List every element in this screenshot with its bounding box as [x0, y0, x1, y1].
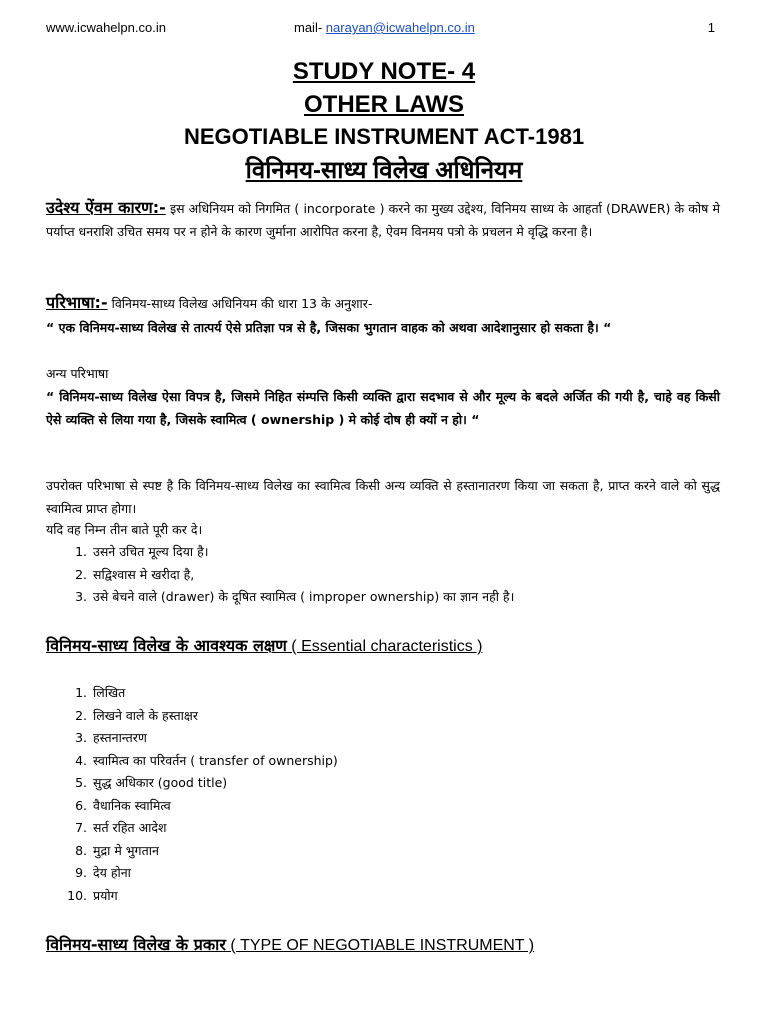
explanation-paragraph: उपरोक्त परिभाषा से स्पष्ट है कि विनिमय-साध्य विलेख का स्वामित्व किसी अन्य व्यक्ति से हस्तानातरण किया जा सकता है, प्राप्त करने वाले को सुद्ध स्वामित्व प्राप्त होगा।	[46, 478, 720, 516]
definition-heading: परिभाषा:-	[46, 293, 108, 312]
condition-list	[46, 541, 731, 609]
header-page-number: 1	[707, 20, 715, 35]
list-item: 6. वैधानिक स्वामित्व	[91, 795, 731, 818]
list-item: 3. हस्तनान्तरण	[91, 727, 731, 750]
objective-heading: उदेश्य ऐंवम कारण:-	[46, 198, 166, 217]
definition-intro-text: विनिमय-साध्य विलेख अधिनियम की धारा 13 के अनुशार-	[111, 296, 373, 311]
list-item: 1. उसने उचित मूल्य दिया है।	[91, 541, 731, 564]
list-item: 5. सुद्ध अधिकार (good title)	[91, 772, 731, 795]
condition-text: यदि वह निम्न तीन बाते पूरी कर दे।	[46, 522, 203, 537]
definition-intro	[46, 291, 720, 315]
list-item: 7. सर्त रहित आदेश	[91, 817, 731, 840]
list-item: 2. सद्विश्वास मे खरीदा है,	[91, 564, 731, 587]
header-mail	[294, 20, 475, 35]
list-item: 4. स्वामित्व का परिवर्तन ( transfer of ownership)	[91, 750, 731, 773]
objective-text: इस अधिनियम को निगमित ( incorporate ) करने का मुख्य उद्देश्य, विनिमय साध्य के आहर्ता (DRAWER) के कोष मे पर्याप्त धनराशि उचित समय पर न होने के कारण जुर्माना आरोपित करना है, ऐवम विनमय पत्रो के प्रचलन मे वृद्धि करना है।	[46, 201, 720, 239]
types-heading-hindi: विनिमय-साध्य विलेख के प्रकार	[46, 935, 226, 954]
characteristics-list	[46, 682, 731, 907]
definition-quote-2: “ विनिमय-साध्य विलेख ऐसा विपत्र है, जिसमे निहित संम्पत्ति किसी व्यक्ति द्वारा सदभाव से और मूल्य के बदले अर्जित की गयी है, चाहे वह किसी ऐसे व्यक्ति से लिया गया है, जिसके स्वामित्व ( ownership ) मे कोई दोष ही क्यों न हो। “	[46, 389, 720, 427]
list-item: 10. प्रयोग	[91, 885, 731, 908]
types-heading	[46, 933, 534, 955]
list-item: 3. उसे बेचने वाले (drawer) के दूषित स्वामित्व ( improper ownership) का ज्ञान नही है।	[91, 586, 731, 609]
list-item: 2. लिखने वाले के हस्ताक्षर	[91, 705, 731, 728]
title-act: NEGOTIABLE INSTRUMENT ACT-1981	[183, 124, 585, 149]
list-item: 8. मुद्रा मे भुगतान	[91, 840, 731, 863]
header-website: www.icwahelpn.co.in	[46, 20, 166, 35]
definition-quote-1: “ एक विनिमय-साध्य विलेख से तात्पर्य ऐसे प्रतिज्ञा पत्र से है, जिसका भुगतान वाहक को अथवा आदेशानुसार हो सकता है। “	[46, 320, 612, 335]
characteristics-heading	[46, 634, 482, 656]
header-mail-label: mail-	[294, 20, 323, 35]
list-item: 1. लिखित	[91, 682, 731, 705]
characteristics-heading-english: ( Essential characteristics )	[286, 638, 483, 655]
title-study-note: STUDY NOTE- 4	[292, 58, 476, 85]
characteristics-heading-hindi: विनिमय-साध्य विलेख के आवश्यक लक्षण	[46, 636, 287, 655]
types-heading-english: ( TYPE OF NEGOTIABLE INSTRUMENT )	[225, 937, 535, 954]
list-item: 9. देय होना	[91, 862, 731, 885]
other-definition-label: अन्य परिभाषा	[46, 366, 109, 381]
header-mail-link[interactable]: narayan@icwahelpn.co.in	[325, 20, 475, 35]
title-other-laws: OTHER LAWS	[304, 91, 464, 118]
objective-paragraph	[46, 196, 720, 243]
title-hindi: विनिमय-साध्य विलेख अधिनियम	[245, 157, 523, 184]
